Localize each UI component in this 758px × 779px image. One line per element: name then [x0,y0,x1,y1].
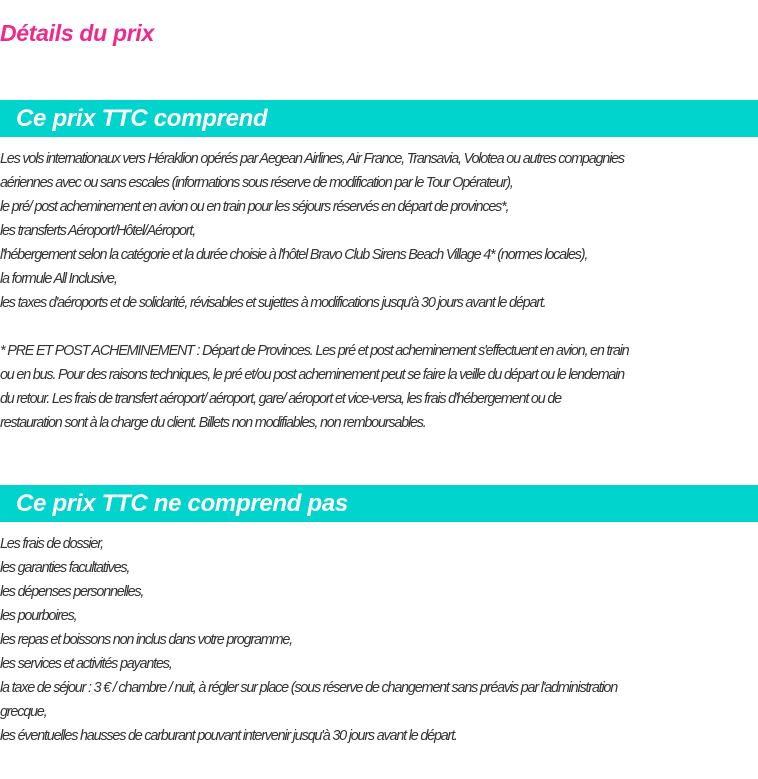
included-line: les transferts Aéroport/Hôtel/Aéroport, [0,223,196,239]
acheminement-note-line: restauration sont à la charge du client. Billets non modifiables, non remboursables. [0,415,426,431]
section-header-included [0,100,758,137]
excluded-line: les éventuelles hausses de carburant pouvant intervenir jusqu'à 30 jours avant le départ. [0,728,457,744]
excluded-line: les garanties facultatives, [0,560,130,576]
acheminement-note-line: ou en bus. Pour des raisons techniques, le pré et/ou post acheminement peut se faire la veille du départ ou le lendemain [0,367,624,383]
excluded-line: les services et activités payantes, [0,656,172,672]
included-line: aériennes avec ou sans escales (informations sous réserve de modification par le Tour Opérateur), [0,175,513,191]
excluded-line: la taxe de séjour : 3 € / chambre / nuit, à régler sur place (sous réserve de changement sans préavis par l'administration [0,680,618,696]
excluded-line: Les frais de dossier, [0,536,103,552]
excluded-line: les pourboires, [0,608,77,624]
included-line: l'hébergement selon la catégorie et la durée choisie à l'hôtel Bravo Club Sirens Beach Village 4* (normes locales), [0,247,588,263]
section-heading-excluded: Ce prix TTC ne comprend pas [16,489,348,517]
included-text-block [0,147,758,435]
included-line: les taxes d'aéroports et de solidarité, révisables et sujettes à modifications jusqu'à 30 jours avant le départ. [0,295,546,311]
section-header-excluded [0,485,758,522]
included-line: la formule All Inclusive, [0,271,117,287]
page-title: Détails du prix [0,20,154,46]
acheminement-note-line: du retour. Les frais de transfert aéroport/ aéroport, gare/ aéroport et vice-versa, les frais d'hébergement ou de [0,391,561,407]
included-line: Les vols internationaux vers Héraklion opérés par Aegean Airlines, Air France, Transavia, Volotea ou autres compagnies [0,151,624,167]
excluded-line: les repas et boissons non inclus dans votre programme, [0,632,292,648]
section-heading-included: Ce prix TTC comprend [16,104,268,132]
excluded-line: grecque, [0,704,47,720]
paragraph-spacer [0,315,758,339]
included-line: le pré/ post acheminement en avion ou en train pour les séjours réservés en départ de provinces*, [0,199,509,215]
acheminement-note-line: * PRE ET POST ACHEMINEMENT : Départ de Provinces. Les pré et post acheminement s'effectuent en avion, en train [0,343,629,359]
excluded-line: les dépenses personnelles, [0,584,144,600]
excluded-text-block [0,532,758,748]
